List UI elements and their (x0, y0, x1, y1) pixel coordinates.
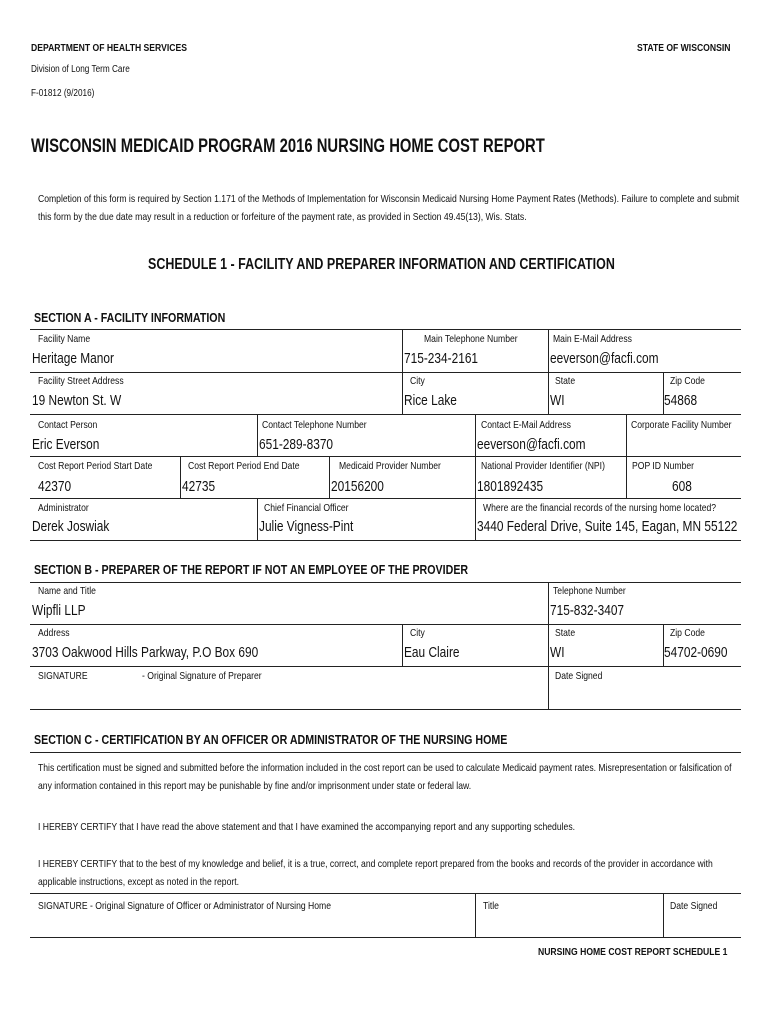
preparer-city-field[interactable]: Eau Claire (404, 645, 460, 661)
corporate-number-label: Corporate Facility Number (631, 419, 732, 431)
contact-person-label: Contact Person (38, 419, 98, 431)
preparer-signature-note: - Original Signature of Preparer (142, 670, 262, 682)
records-location-field[interactable]: 3440 Federal Drive, Suite 145, Eagan, MN 55122 (477, 519, 738, 535)
main-email-label: Main E-Mail Address (553, 333, 632, 345)
medicaid-number-label: Medicaid Provider Number (339, 460, 441, 472)
period-end-label: Cost Report Period End Date (188, 460, 300, 472)
contact-email-label: Contact E-Mail Address (481, 419, 571, 431)
preparer-signature-field[interactable] (32, 684, 542, 706)
officer-title-label: Title (483, 900, 499, 912)
cfo-label: Chief Financial Officer (264, 502, 349, 514)
cfo-field[interactable]: Julie Vigness-Pint (259, 519, 354, 535)
facility-name-field[interactable]: Heritage Manor (32, 351, 114, 367)
certify-true-statement: I HEREBY CERTIFY that to the best of my knowledge and belief, it is a true, correct, and complete report prepared from the books and records of the provider in accordance with applicable instructions, except as noted in the report. (38, 858, 713, 888)
pop-id-label: POP ID Number (632, 460, 695, 472)
preparer-state-label: State (555, 627, 576, 639)
certify-read-statement: I HEREBY CERTIFY that I have read the above statement and that I have examined the accompanying report and any supporting schedules. (38, 821, 576, 833)
preparer-address-label: Address (38, 627, 70, 639)
npi-field[interactable]: 1801892435 (477, 479, 544, 495)
preparer-name-label: Name and Title (38, 585, 96, 597)
contact-person-field[interactable]: Eric Everson (32, 437, 100, 453)
preparer-signature-label: SIGNATURE (38, 670, 88, 682)
contact-phone-field[interactable]: 651-289-8370 (259, 437, 334, 453)
street-field[interactable]: 19 Newton St. W (32, 393, 122, 409)
page-title: WISCONSIN MEDICAID PROGRAM 2016 NURSING HOME COST REPORT (31, 136, 545, 157)
preparer-city-label: City (410, 627, 425, 639)
administrator-label: Administrator (38, 502, 89, 514)
officer-date-field[interactable] (666, 914, 738, 936)
main-phone-label: Main Telephone Number (424, 333, 518, 345)
zip-field[interactable]: 54868 (664, 393, 698, 409)
period-end-field[interactable]: 42735 (182, 479, 216, 495)
state-name: STATE OF WISCONSIN (637, 42, 731, 54)
section-a-heading: SECTION A - FACILITY INFORMATION (34, 310, 226, 325)
main-phone-field[interactable]: 715-234-2161 (404, 351, 479, 367)
officer-signature-label: SIGNATURE - Original Signature of Officer or Administrator of Nursing Home (38, 900, 332, 912)
preparer-phone-field[interactable]: 715-832-3407 (550, 603, 625, 619)
section-b-heading: SECTION B - PREPARER OF THE REPORT IF NOT AN EMPLOYEE OF THE PROVIDER (34, 562, 469, 577)
intro-text: Completion of this form is required by Section 1.171 of the Methods of Implementation for Wisconsin Medicaid Nursing Home Payment Rates (Methods). Failure to complete and submit this form by the due date may result in a reduction or forfeiture of the payment rate, as provided in Section 49.45(13), Wis. Stats. (38, 193, 740, 223)
officer-date-label: Date Signed (670, 900, 718, 912)
preparer-address-field[interactable]: 3703 Oakwood Hills Parkway, P.O Box 690 (32, 645, 259, 661)
certification-statement: This certification must be signed and submitted before the information included in the cost report can be used to calculate Medicaid payment rates. Misrepresentation or falsification of any information contained in this report may be punishable by fine and/or imprisonment under state or federal law. (38, 762, 732, 792)
administrator-field[interactable]: Derek Joswiak (32, 519, 110, 535)
records-location-label: Where are the financial records of the nursing home located? (483, 502, 717, 514)
preparer-zip-field[interactable]: 54702-0690 (664, 645, 728, 661)
period-start-label: Cost Report Period Start Date (38, 460, 153, 472)
state-field[interactable]: WI (550, 393, 565, 409)
preparer-zip-label: Zip Code (670, 627, 705, 639)
preparer-state-field[interactable]: WI (550, 645, 565, 661)
contact-email-field[interactable]: eeverson@facfi.com (477, 437, 586, 453)
period-start-field[interactable]: 42370 (38, 479, 72, 495)
main-email-field[interactable]: eeverson@facfi.com (550, 351, 659, 367)
schedule-title: SCHEDULE 1 - FACILITY AND PREPARER INFORMATION AND CERTIFICATION (148, 256, 615, 273)
officer-signature-field[interactable] (32, 914, 472, 936)
state-label: State (555, 375, 576, 387)
city-label: City (410, 375, 425, 387)
facility-name-label: Facility Name (38, 333, 91, 345)
section-c-heading: SECTION C - CERTIFICATION BY AN OFFICER OR ADMINISTRATOR OF THE NURSING HOME (34, 732, 508, 747)
division-name: Division of Long Term Care (31, 64, 130, 75)
city-field[interactable]: Rice Lake (404, 393, 457, 409)
preparer-date-label: Date Signed (555, 670, 603, 682)
officer-title-field[interactable] (478, 914, 660, 936)
street-label: Facility Street Address (38, 375, 124, 387)
preparer-date-field[interactable] (552, 684, 738, 706)
preparer-name-field[interactable]: Wipfli LLP (32, 603, 86, 619)
zip-label: Zip Code (670, 375, 705, 387)
pop-id-field[interactable]: 608 (672, 479, 692, 495)
department-name: DEPARTMENT OF HEALTH SERVICES (31, 42, 187, 54)
footer-label: NURSING HOME COST REPORT SCHEDULE 1 (538, 946, 728, 958)
contact-phone-label: Contact Telephone Number (262, 419, 367, 431)
medicaid-number-field[interactable]: 20156200 (331, 479, 384, 495)
npi-label: National Provider Identifier (NPI) (481, 460, 605, 472)
form-number: F-01812 (9/2016) (31, 88, 95, 99)
preparer-phone-label: Telephone Number (553, 585, 626, 597)
